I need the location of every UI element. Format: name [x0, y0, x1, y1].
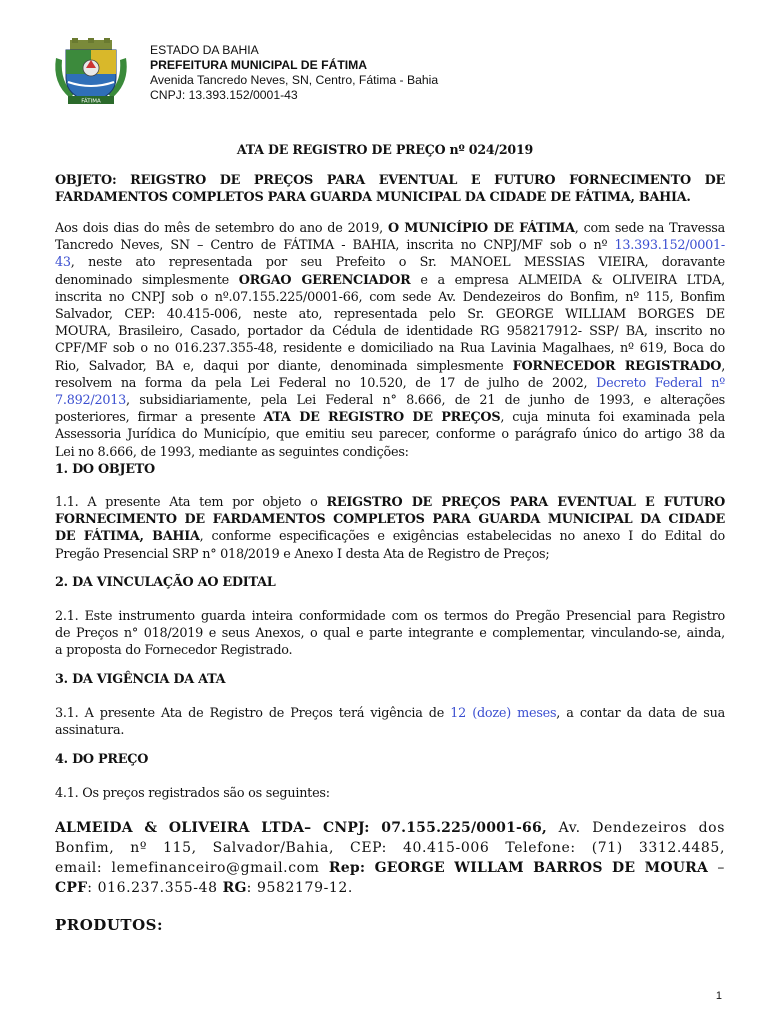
bold-text: REIGSTRO DE PREÇOS PARA EVENTUAL E FUTURO — [326, 495, 725, 510]
objeto-line: FARDAMENTOS COMPLETOS PARA GUARDA MUNICIPAL DA CIDADE DE FÁTIMA, BAHIA. — [55, 190, 691, 205]
text-run: – — [708, 860, 725, 876]
text-run: , conforme especificações e exigências estabelecidas no anexo I do Edital do — [199, 529, 725, 545]
text-line — [55, 818, 725, 838]
text-line — [55, 642, 725, 659]
bold-text: DE FÁTIMA, BAHIA — [55, 529, 200, 545]
state-name: ESTADO DA BAHIA — [150, 43, 259, 57]
intro-paragraph — [55, 220, 725, 461]
section-paragraph — [55, 785, 725, 802]
reference-link[interactable]: Decreto Federal nº — [596, 375, 725, 391]
reference-link[interactable]: 12 (doze) meses — [450, 706, 557, 721]
text-line — [55, 546, 725, 563]
text-line — [55, 528, 725, 545]
section-paragraph — [55, 705, 725, 739]
text-run: CPF/MF sob o no 016.237.355-48, residente e domiciliado na Rua Lavinia Magalhaes, nº 619, Boca do — [55, 341, 725, 357]
text-run: 1.1. A presente Ata tem por objeto o — [55, 495, 327, 510]
crest-ribbon-text: FÁTIMA — [81, 98, 101, 105]
text-line — [55, 323, 725, 340]
bold-text: ALMEIDA & OLIVEIRA LTDA– CNPJ: 07.155.225/0001-66, — [55, 820, 548, 836]
reference-link[interactable]: 7.892/2013 — [55, 393, 127, 409]
text-line — [55, 494, 725, 511]
text-line — [55, 785, 725, 802]
letterhead — [50, 38, 720, 108]
letterhead-text — [150, 43, 438, 103]
text-line — [55, 409, 725, 426]
text-line — [55, 511, 725, 528]
objeto-line: OBJETO: REIGSTRO DE PREÇOS PARA EVENTUAL E FUTURO FORNECIMENTO DE — [55, 173, 725, 188]
bold-text: RG — [222, 880, 247, 896]
text-run: 3.1. A presente Ata de Registro de Preços terá vigência de — [55, 706, 451, 721]
text-line — [55, 340, 725, 357]
prefecture-cnpj: CNPJ: 13.393.152/0001-43 — [150, 88, 298, 102]
text-run: 2.1. Este instrumento guarda inteira conformidade com os termos do Pregão Presencial para Registro — [55, 609, 725, 624]
bold-text: ATA DE REGISTRO DE PREÇOS — [263, 410, 501, 426]
section-heading: 4. DO PREÇO — [55, 752, 149, 767]
text-line — [55, 878, 725, 898]
text-run: e a empresa ALMEIDA & OLIVEIRA LTDA, — [410, 272, 725, 288]
text-line — [55, 608, 725, 625]
text-line — [55, 705, 725, 722]
text-run: : 016.237.355-48 — [87, 880, 223, 896]
text-run: Tancredo Neves, SN – Centro de FÁTIMA - BAHIA, inscrita no CNPJ/MF sob o nº — [55, 238, 615, 254]
reference-link[interactable]: 13.393.152/0001- — [614, 238, 725, 254]
text-line — [55, 426, 725, 443]
prefecture-address: Avenida Tancredo Neves, SN, Centro, Fátima - Bahia — [150, 73, 439, 87]
municipal-coat-of-arms-icon — [50, 38, 132, 106]
text-line — [55, 722, 725, 739]
text-run: , a contar da data de sua — [556, 706, 725, 721]
text-run: Lei no 8.666, de 1993, mediante as seguintes condições: — [55, 444, 409, 460]
text-run: , neste ato representada por seu Prefeito o Sr. MANOEL MESSIAS VIEIRA, doravante — [70, 255, 725, 271]
text-run: : 9582179-12. — [246, 880, 353, 896]
bold-text: Rep: GEORGE WILLAM BARROS DE MOURA — [328, 860, 709, 876]
text-line — [55, 237, 725, 254]
produtos-heading: PRODUTOS: — [55, 916, 163, 934]
bold-text: ORGAO GERENCIADOR — [238, 272, 411, 288]
text-run: , subsidiariamente, pela Lei Federal n° 8.666, de 21 de junho de 1993, e alterações — [126, 393, 725, 409]
text-run: 4.1. Os preços registrados são os seguintes: — [55, 786, 330, 801]
text-run: resolvem na forma da pela Lei Federal no 10.520, de 17 de julho de 2002, — [55, 375, 597, 391]
section-heading: 2. DA VINCULAÇÃO AO EDITAL — [55, 575, 276, 590]
text-run: MOURA, Brasileiro, Casado, portador da Cédula de identidade RG 958217912- SSP/ BA, inscrito no — [55, 324, 725, 340]
text-line — [55, 306, 725, 323]
text-run: , cuja minuta foi examinada pela — [500, 410, 725, 426]
text-line — [55, 289, 725, 306]
section-heading: 3. DA VIGÊNCIA DA ATA — [55, 672, 226, 687]
text-line — [55, 444, 725, 461]
text-run: Bonfim, nº 115, Salvador/Bahia, CEP: 40.415-006 Telefone: (71) 3312.4485, — [55, 840, 725, 856]
text-line — [55, 220, 725, 237]
text-run: email: lemefinanceiro@gmail.com — [55, 860, 329, 876]
text-run: , com sede na Travessa — [574, 221, 725, 236]
text-run: Pregão Presencial SRP n° 018/2019 e Anexo I desta Ata de Registro de Preços; — [55, 546, 550, 562]
bold-text: CPF — [55, 880, 88, 896]
prefecture-name: PREFEITURA MUNICIPAL DE FÁTIMA — [150, 58, 368, 72]
bold-text: FORNECIMENTO DE FARDAMENTOS COMPLETOS PARA GUARDA MUNICIPAL DA CIDADE — [55, 512, 725, 528]
section-paragraph — [55, 608, 725, 660]
text-line — [55, 375, 725, 392]
text-line — [55, 272, 725, 289]
text-run: Av. Dendezeiros dos — [547, 820, 725, 836]
text-run: de Preços n° 018/2019 e seus Anexos, o qual e parte integrante e complementar, vinculando-se, ainda, — [55, 626, 725, 642]
text-run: a proposta do Fornecedor Registrado. — [55, 643, 293, 659]
bold-text: FORNECEDOR REGISTRADO — [512, 358, 722, 374]
text-run: Aos dois dias do mês de setembro do ano de 2019, — [55, 221, 388, 236]
text-line — [55, 838, 725, 858]
text-run: posteriores, firmar a presente — [55, 410, 264, 426]
supplier-info — [55, 818, 725, 898]
reference-link[interactable]: 43 — [55, 255, 71, 271]
text-line — [55, 392, 725, 409]
text-run: , — [721, 358, 725, 374]
text-line — [55, 858, 725, 878]
bold-text: O MUNICÍPIO DE FÁTIMA — [387, 221, 575, 236]
text-run: denominado simplesmente — [55, 272, 239, 288]
document-title: ATA DE REGISTRO DE PREÇO nº 024/2019 — [236, 142, 534, 157]
section-heading: 1. DO OBJETO — [55, 462, 155, 477]
text-run: inscrita no CNPJ sob o nº.07.155.225/0001-66, com sede Av. Dendezeiros do Bonfim, nº 115, Bonfim — [55, 289, 725, 305]
text-run: Salvador, CEP: 40.415-006, neste ato, representada pelo Sr. GEORGE WILLIAM BORGES DE — [55, 307, 725, 323]
text-run: Rio, Salvador, BA e, daqui por diante, denominada simplesmente — [55, 358, 513, 374]
text-run: Assessoria Jurídica do Município, que emitiu seu parecer, conforme o parágrafo único do artigo 38 da — [55, 427, 725, 443]
section-paragraph — [55, 494, 725, 563]
text-run: assinatura. — [55, 723, 125, 739]
page-number: 1 — [715, 990, 722, 1002]
text-line — [55, 358, 725, 375]
objeto-paragraph — [55, 172, 725, 206]
text-line — [55, 625, 725, 642]
text-line — [55, 254, 725, 271]
